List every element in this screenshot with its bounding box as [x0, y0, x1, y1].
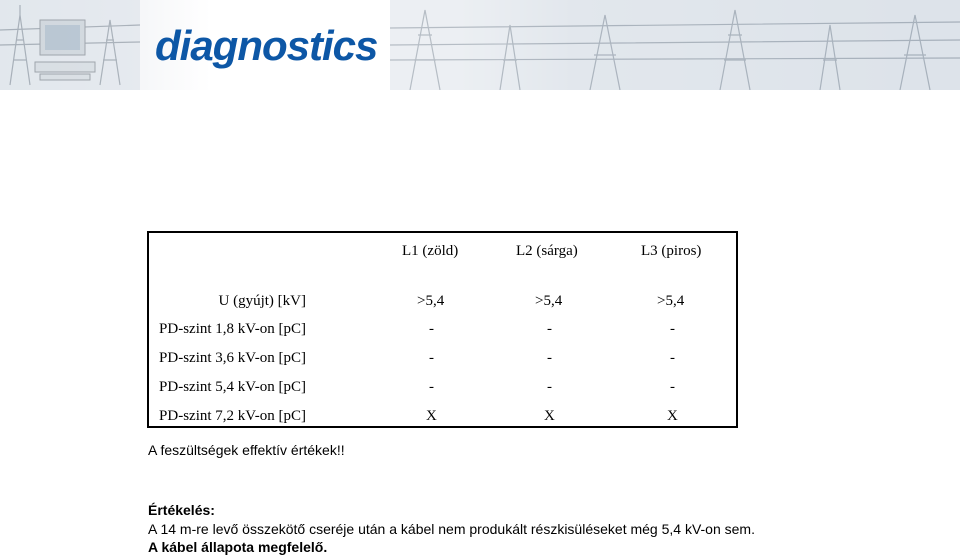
table-cell: -	[547, 350, 552, 366]
substation-photo-right	[390, 0, 960, 90]
evaluation-heading: Értékelés:	[148, 502, 215, 518]
column-header-l2: L2 (sárga)	[516, 243, 578, 259]
table-cell: -	[670, 379, 675, 395]
substation-photo-left	[0, 0, 140, 90]
logo: diagnostics	[155, 22, 378, 69]
table-cell: -	[670, 321, 675, 337]
table-cell: >5,4	[535, 293, 563, 309]
row-label: PD-szint 7,2 kV-on [pC]	[159, 408, 306, 424]
table-cell: -	[429, 350, 434, 366]
table-cell: -	[547, 379, 552, 395]
evaluation-conclusion: A kábel állapota megfelelő.	[148, 539, 328, 555]
table-cell: -	[670, 350, 675, 366]
header-banner	[0, 0, 960, 90]
results-table	[147, 231, 738, 428]
table-cell: >5,4	[657, 293, 685, 309]
row-label: PD-szint 3,6 kV-on [pC]	[159, 350, 306, 366]
table-cell: X	[544, 408, 555, 424]
table-cell: X	[426, 408, 437, 424]
row-label: U (gyújt) [kV]	[218, 293, 306, 309]
column-header-l3: L3 (piros)	[641, 243, 702, 259]
table-cell: -	[429, 321, 434, 337]
row-label: PD-szint 1,8 kV-on [pC]	[159, 321, 306, 337]
row-label: PD-szint 5,4 kV-on [pC]	[159, 379, 306, 395]
table-cell: X	[667, 408, 678, 424]
table-cell: -	[429, 379, 434, 395]
rms-note: A feszültségek effektív értékek!!	[148, 442, 345, 458]
column-header-l1: L1 (zöld)	[402, 243, 459, 259]
evaluation-text: A 14 m-re levő összekötő cseréje után a kábel nem produkált részkisüléseket még 5,4 kV-on sem.	[148, 521, 755, 537]
table-cell: >5,4	[417, 293, 445, 309]
table-cell: -	[547, 321, 552, 337]
